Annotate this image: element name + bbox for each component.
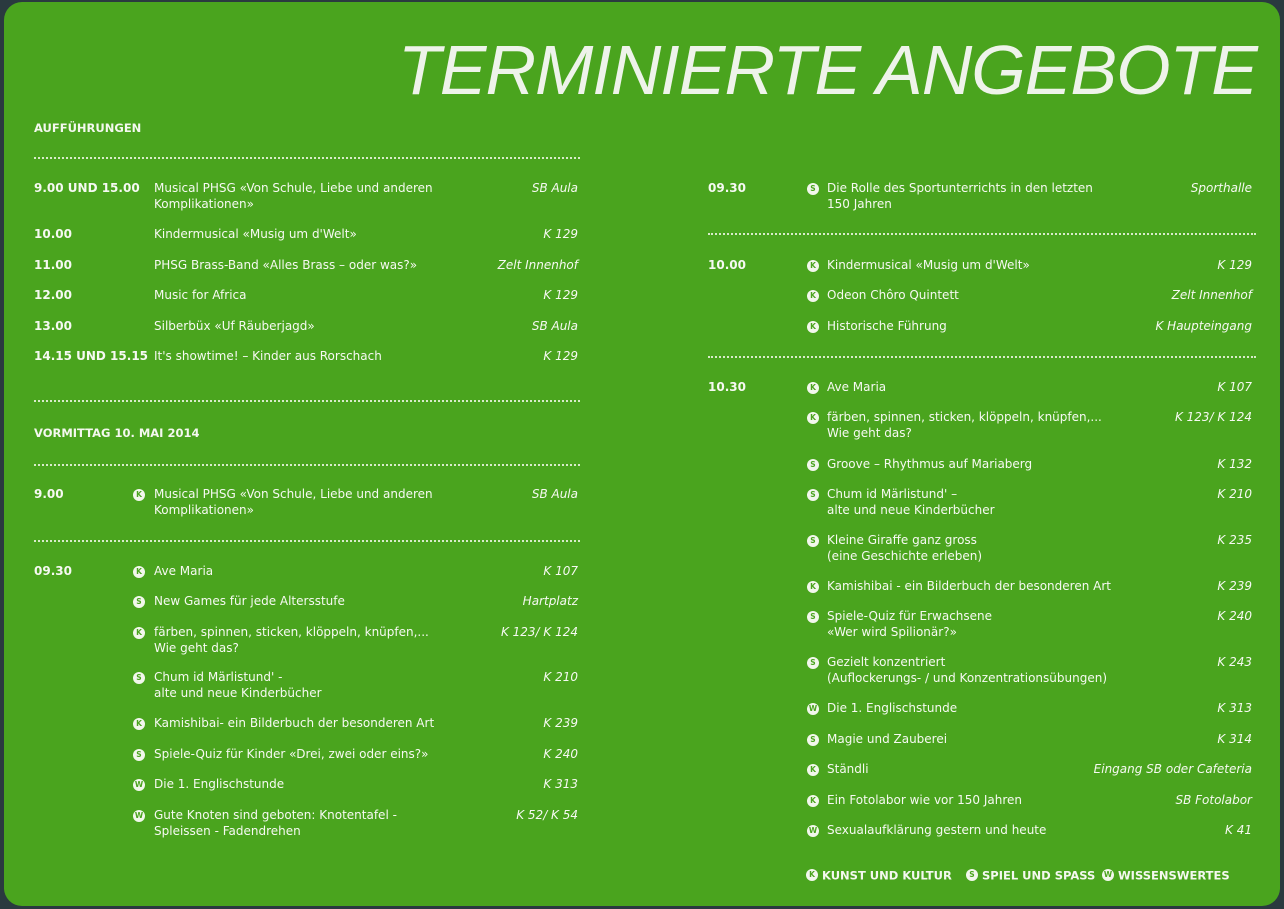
event-title-line: Music for Africa bbox=[154, 288, 247, 302]
event-title-line: PHSG Brass-Band «Alles Brass – oder was?» bbox=[154, 258, 418, 272]
room-label: K 240 bbox=[1217, 609, 1252, 623]
category-k-icon: K bbox=[133, 566, 145, 578]
room-label: K 129 bbox=[543, 349, 578, 363]
section-title-auffuehrungen: AUFFÜHRUNGEN bbox=[34, 121, 142, 135]
event-title bbox=[827, 181, 1093, 212]
event-title bbox=[827, 701, 957, 717]
event-title-line: Spiele-Quiz für Erwachsene bbox=[827, 609, 993, 623]
legend-item-w bbox=[1102, 868, 1230, 883]
time-label: 10.30 bbox=[708, 380, 746, 394]
event-title-line: It's showtime! – Kinder aus Rorschach bbox=[154, 349, 382, 363]
room-label: K 235 bbox=[1217, 533, 1252, 547]
legend-item-k bbox=[806, 868, 952, 883]
event-title-line: färben, spinnen, sticken, klöppeln, knüpfen,... bbox=[154, 625, 429, 639]
room-label: K Haupteingang bbox=[1155, 319, 1252, 333]
event-title-line: Ave Maria bbox=[154, 564, 214, 578]
page-title: TERMINIERTE ANGEBOTE bbox=[398, 31, 1257, 109]
room-label: K 129 bbox=[1217, 258, 1252, 272]
room-label: SB Aula bbox=[531, 487, 578, 501]
event-title-line: Kindermusical «Musig um d'Welt» bbox=[154, 227, 357, 241]
room-label: Zelt Innenhof bbox=[1171, 288, 1252, 302]
legend-item-s bbox=[966, 868, 1095, 883]
divider bbox=[34, 157, 580, 159]
time-label: 09.30 bbox=[708, 181, 746, 195]
event-title bbox=[827, 823, 1046, 839]
room-label: Eingang SB oder Cafeteria bbox=[1093, 762, 1252, 776]
divider bbox=[708, 233, 1256, 235]
room-label: SB Aula bbox=[531, 181, 578, 195]
category-s-icon: S bbox=[966, 869, 978, 881]
event-title bbox=[827, 609, 992, 640]
event-title-line: Kamishibai - ein Bilderbuch der besonderen Art bbox=[827, 579, 1111, 593]
event-title bbox=[154, 594, 345, 610]
legend-label: SPIEL UND SPASS bbox=[982, 868, 1096, 883]
event-title-line: (Auflockerungs- / und Konzentrationsübungen) bbox=[827, 670, 1108, 685]
event-title bbox=[827, 319, 947, 335]
room-label: K 129 bbox=[543, 288, 578, 302]
event-title-line: 150 Jahren bbox=[827, 196, 892, 211]
event-title-line: alte und neue Kinderbücher bbox=[827, 502, 995, 517]
event-title bbox=[827, 655, 1107, 686]
category-k-icon: K bbox=[807, 412, 819, 424]
category-s-icon: S bbox=[807, 611, 819, 623]
room-label: Sporthalle bbox=[1190, 181, 1252, 195]
category-w-icon: W bbox=[808, 826, 818, 835]
event-title-line: Die 1. Englischstunde bbox=[154, 777, 285, 791]
event-title-line: Ständli bbox=[827, 762, 869, 776]
time-label: 10.00 bbox=[34, 227, 72, 241]
category-s-icon: S bbox=[133, 596, 145, 608]
room-label: K 239 bbox=[1217, 579, 1252, 593]
event-title bbox=[827, 533, 982, 564]
room-label: K 132 bbox=[1217, 457, 1252, 471]
event-title bbox=[154, 258, 417, 274]
room-label: K 41 bbox=[1225, 823, 1252, 837]
event-title bbox=[154, 487, 433, 518]
section-title-vormittag: VORMITTAG 10. MAI 2014 bbox=[34, 426, 200, 440]
event-title-line: New Games für jede Altersstufe bbox=[154, 594, 345, 608]
event-title-line: Spleissen - Fadendrehen bbox=[154, 823, 301, 838]
category-k-icon: K bbox=[807, 382, 819, 394]
room-label: K 239 bbox=[543, 716, 578, 730]
event-title-line: Sexualaufklärung gestern und heute bbox=[827, 823, 1047, 837]
category-s-icon: S bbox=[807, 535, 819, 547]
legend-label: KUNST UND KULTUR bbox=[822, 868, 952, 883]
event-title bbox=[154, 349, 382, 365]
event-title-line: Groove – Rhythmus auf Mariaberg bbox=[827, 457, 1033, 471]
event-title-line: Kleine Giraffe ganz gross bbox=[827, 533, 977, 547]
event-title-line: alte und neue Kinderbücher bbox=[154, 685, 322, 700]
room-label: Zelt Innenhof bbox=[497, 258, 578, 272]
category-k-icon: K bbox=[133, 627, 145, 639]
event-title bbox=[154, 625, 429, 656]
category-s-icon: S bbox=[807, 734, 819, 746]
legend-label: WISSENSWERTES bbox=[1118, 868, 1230, 883]
program-page bbox=[4, 2, 1280, 906]
event-title bbox=[827, 258, 1030, 274]
event-title bbox=[154, 716, 434, 732]
divider bbox=[34, 464, 580, 466]
event-title bbox=[827, 380, 886, 396]
category-k-icon: K bbox=[807, 260, 819, 272]
event-title bbox=[827, 457, 1032, 473]
time-label: 9.00 bbox=[34, 487, 64, 501]
room-label: K 107 bbox=[1217, 380, 1252, 394]
event-title-line: Chum id Märlistund' – bbox=[827, 487, 958, 501]
event-title bbox=[154, 670, 322, 701]
room-label: K 313 bbox=[543, 777, 578, 791]
category-k-icon: K bbox=[806, 869, 818, 881]
room-label: SB Aula bbox=[531, 319, 578, 333]
event-title bbox=[827, 410, 1102, 441]
event-title bbox=[154, 181, 433, 212]
event-title-line: Komplikationen» bbox=[154, 502, 254, 517]
category-s-icon: S bbox=[133, 672, 145, 684]
event-title-line: Ave Maria bbox=[827, 380, 887, 394]
room-label: K 52/ K 54 bbox=[516, 808, 578, 822]
category-s-icon: S bbox=[807, 657, 819, 669]
time-label: 9.00 UND 15.00 bbox=[34, 181, 140, 195]
room-label: SB Fotolabor bbox=[1175, 793, 1252, 807]
event-title-line: Silberbüx «Uf Räuberjagd» bbox=[154, 319, 315, 333]
event-title-line: Die 1. Englischstunde bbox=[827, 701, 958, 715]
time-label: 13.00 bbox=[34, 319, 72, 333]
room-label: K 313 bbox=[1217, 701, 1252, 715]
event-title bbox=[827, 793, 1022, 809]
event-title-line: Die Rolle des Sportunterrichts in den letzten bbox=[827, 181, 1093, 195]
event-title bbox=[154, 227, 357, 243]
room-label: K 240 bbox=[543, 747, 578, 761]
category-w-icon: W bbox=[134, 811, 144, 820]
time-label: 09.30 bbox=[34, 564, 72, 578]
category-k-icon: K bbox=[807, 321, 819, 333]
category-s-icon: S bbox=[807, 459, 819, 471]
category-k-icon: K bbox=[133, 489, 145, 501]
room-label: K 107 bbox=[543, 564, 578, 578]
event-title-line: Wie geht das? bbox=[827, 425, 912, 440]
room-label: K 129 bbox=[543, 227, 578, 241]
event-title-line: Komplikationen» bbox=[154, 196, 254, 211]
category-k-icon: K bbox=[807, 290, 819, 302]
event-title bbox=[154, 564, 213, 580]
room-label: Hartplatz bbox=[522, 594, 578, 608]
category-s-icon: S bbox=[807, 183, 819, 195]
category-s-icon: S bbox=[807, 489, 819, 501]
room-label: K 210 bbox=[1217, 487, 1252, 501]
event-title bbox=[154, 777, 284, 793]
category-k-icon: K bbox=[133, 718, 145, 730]
event-title-line: Historische Führung bbox=[827, 319, 947, 333]
event-title-line: Gezielt konzentriert bbox=[827, 655, 946, 669]
room-label: K 123/ K 124 bbox=[500, 625, 578, 639]
divider bbox=[708, 356, 1256, 358]
event-title bbox=[154, 808, 397, 839]
category-k-icon: K bbox=[807, 795, 819, 807]
room-label: K 123/ K 124 bbox=[1174, 410, 1252, 424]
category-w-icon: W bbox=[134, 780, 144, 789]
time-label: 11.00 bbox=[34, 258, 72, 272]
divider bbox=[34, 540, 580, 542]
time-label: 12.00 bbox=[34, 288, 72, 302]
category-w-icon: W bbox=[808, 704, 818, 713]
room-label: K 314 bbox=[1217, 732, 1252, 746]
category-w-icon: W bbox=[1103, 869, 1113, 879]
event-title bbox=[827, 487, 995, 518]
event-title-line: «Wer wird Spilionär?» bbox=[827, 624, 957, 639]
event-title-line: Spiele-Quiz für Kinder «Drei, zwei oder eins?» bbox=[154, 747, 429, 761]
event-title-line: (eine Geschichte erleben) bbox=[827, 548, 983, 563]
event-title-line: Musical PHSG «Von Schule, Liebe und anderen bbox=[154, 487, 433, 501]
event-title-line: Magie und Zauberei bbox=[827, 732, 948, 746]
event-title bbox=[154, 288, 247, 304]
event-title-line: Kamishibai- ein Bilderbuch der besonderen Art bbox=[154, 716, 435, 730]
event-title-line: Chum id Märlistund' - bbox=[154, 670, 283, 684]
category-s-icon: S bbox=[133, 749, 145, 761]
event-title bbox=[827, 732, 947, 748]
event-title bbox=[827, 288, 959, 304]
divider bbox=[34, 400, 580, 402]
event-title bbox=[827, 762, 869, 778]
category-k-icon: K bbox=[807, 581, 819, 593]
event-title bbox=[154, 747, 428, 763]
event-title-line: Wie geht das? bbox=[154, 640, 239, 655]
event-title bbox=[827, 579, 1111, 595]
category-k-icon: K bbox=[807, 764, 819, 776]
event-title-line: Musical PHSG «Von Schule, Liebe und anderen bbox=[154, 181, 433, 195]
event-title bbox=[154, 319, 315, 335]
event-title-line: Gute Knoten sind geboten: Knotentafel - bbox=[154, 808, 397, 822]
room-label: K 210 bbox=[543, 670, 578, 684]
event-title-line: Kindermusical «Musig um d'Welt» bbox=[827, 258, 1030, 272]
time-label: 10.00 bbox=[708, 258, 746, 272]
event-title-line: Odeon Chôro Quintett bbox=[827, 288, 959, 302]
time-label: 14.15 UND 15.15 bbox=[34, 349, 149, 363]
room-label: K 243 bbox=[1217, 655, 1252, 669]
event-title-line: färben, spinnen, sticken, klöppeln, knüpfen,... bbox=[827, 410, 1102, 424]
event-title-line: Ein Fotolabor wie vor 150 Jahren bbox=[827, 793, 1023, 807]
